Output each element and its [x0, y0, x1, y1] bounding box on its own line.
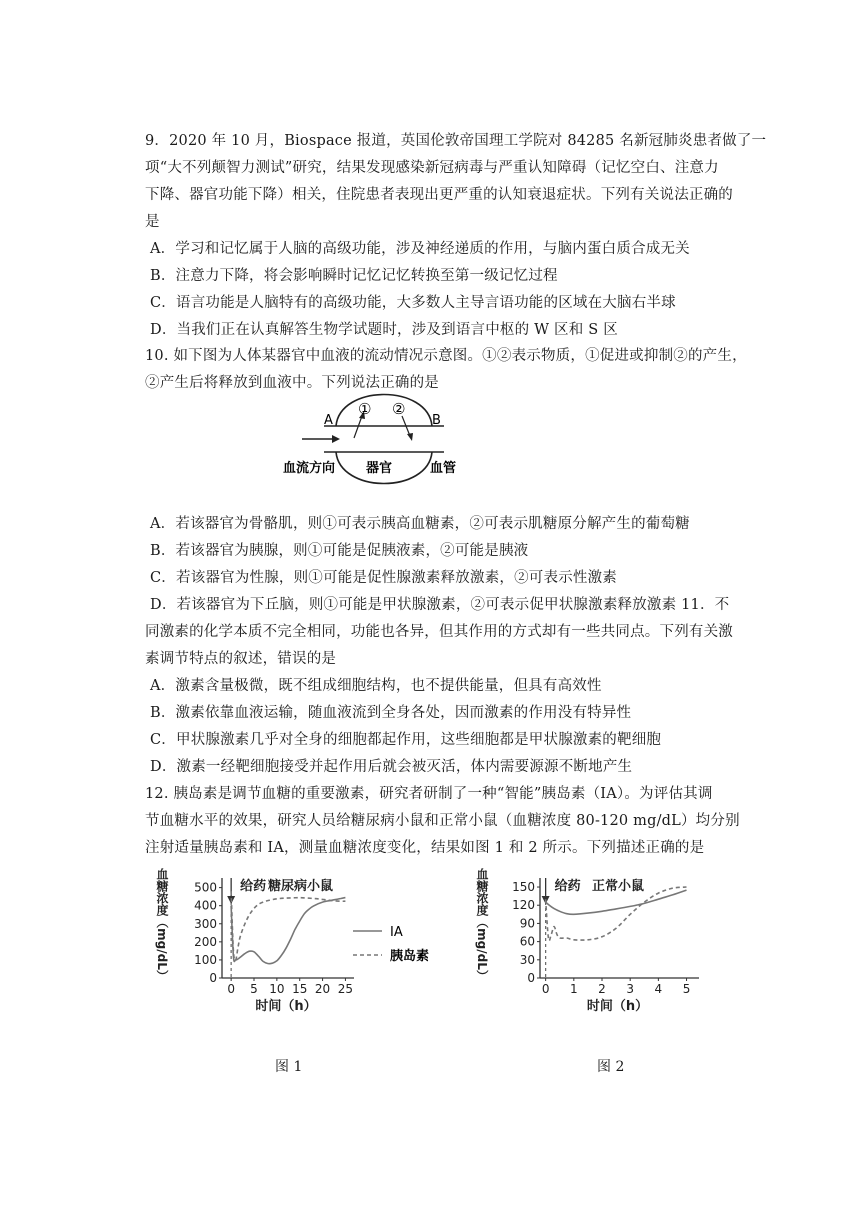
q11-stem-line-2: 素调节特点的叙述，错误的是 [145, 651, 337, 667]
q10-option-d: D．若该器官为下丘脑，则①可能是甲状腺激素，②可表示促甲状腺激素释放激素 11．不 [150, 597, 730, 613]
figure-2-chart [470, 868, 710, 1018]
organ-ellipse [336, 395, 432, 427]
q9-stem-line-4: 是 [145, 214, 160, 230]
figure-1-chart [150, 868, 360, 1018]
q10-option-c: C．若该器官为性腺，则①可能是促性腺激素释放激素，②可表示性激素 [150, 570, 617, 586]
y-tick-label: 400 [194, 898, 217, 913]
q9-option-a: A．学习和记忆属于人脑的高级功能，涉及神经递质的作用，与脑内蛋白质合成无关 [150, 241, 690, 257]
flow-arrow-head [332, 435, 340, 443]
label-flow-direction: 血流方向 [283, 461, 336, 476]
q10-stem-line-1: 10. 如下图为人体某器官中血液的流动情况示意图。①②表示物质，①促进或抑制②的产生， [145, 348, 747, 364]
q10-option-a: A．若该器官为骨骼肌，则①可表示胰高血糖素，②可表示肌糖原分解产生的葡萄糖 [150, 516, 690, 532]
y-axis-label: 血糖浓度（mg/dL） [155, 868, 169, 982]
x-tick-label: 0 [541, 982, 550, 996]
x-tick-label: 5 [682, 982, 691, 996]
y-tick-label: 200 [194, 934, 217, 949]
x-tick-label: 0 [227, 982, 235, 996]
y-tick-label: 120 [512, 898, 535, 913]
q10-option-b: B．若该器官为胰腺，则①可能是促胰液素，②可能是胰液 [150, 543, 529, 559]
y-tick-label: 60 [519, 934, 535, 949]
label-circled-2: ② [392, 400, 406, 418]
q11-stem-line-1: 同激素的化学本质不完全相同，功能也各异，但其作用的方式却有一些共同点。下列有关激 [145, 624, 733, 640]
q9-stem-line-1: 9．2020 年 10 月，Biospace 报道，英国伦敦帝国理工学院对 84285 名新冠肺炎患者做了一 [145, 133, 767, 149]
q9-option-c: C．语言功能是人脑特有的高级功能，大多数人主导言语功能的区域在大脑右半球 [150, 295, 676, 311]
arrow-2-head [407, 433, 413, 441]
x-tick-label: 20 [314, 982, 331, 996]
x-tick-label: 3 [626, 982, 635, 996]
arrow-1 [354, 416, 362, 438]
x-tick-label: 15 [292, 982, 308, 996]
q11-option-c: C．甲状腺激素几乎对全身的细胞都起作用，这些细胞都是甲状腺激素的靶细胞 [150, 732, 662, 748]
label-a: A [324, 413, 333, 428]
figure-2-caption: 图 2 [597, 1059, 625, 1075]
chart-title: 正常小鼠 [592, 879, 645, 894]
q11-option-b: B．激素依靠血液运输，随血液流到全身各处，因而激素的作用没有特异性 [150, 705, 632, 721]
y-tick-label: 0 [209, 971, 217, 985]
y-tick-label: 100 [194, 952, 217, 967]
y-tick-label: 90 [519, 916, 535, 931]
q12-stem-line-1: 12. 胰岛素是调节血糖的重要激素，研究者研制了一种“智能”胰岛素（IA）。为评估其调 [145, 786, 713, 802]
x-axis-label: 时间（h） [586, 999, 649, 1014]
series-ia-line [231, 898, 345, 964]
q11-option-d: D．激素一经靶细胞接受并起作用后就会被灭活，体内需要源源不断地产生 [150, 759, 633, 775]
x-tick-label: 5 [250, 982, 258, 996]
y-tick-label: 500 [194, 880, 217, 895]
x-tick-label: 2 [598, 982, 606, 996]
q9-stem-line-2: 项“大不列颠智力测试”研究，结果发现感染新冠病毒与严重认知障碍（记忆空白、注意力 [145, 160, 719, 176]
chart-title: 糖尿病小鼠 [268, 879, 334, 894]
y-tick-label: 30 [519, 952, 535, 967]
x-tick-label: 10 [269, 982, 285, 996]
q10-stem-line-2: ②产生后将释放到血液中。下列说法正确的是 [145, 375, 439, 391]
label-organ: 器官 [366, 461, 393, 476]
q9-option-d: D．当我们正在认真解答生物学试题时，涉及到语言中枢的 W 区和 S 区 [150, 322, 618, 338]
q12-stem-line-3: 注射适量胰岛素和 IA，测量血糖浓度变化，结果如图 1 和 2 所示。下列描述正确的是 [145, 840, 705, 856]
label-vessel: 血管 [430, 461, 457, 476]
q12-stem-line-2: 节血糖水平的效果，研究人员给糖尿病小鼠和正常小鼠（血糖浓度 80-120 mg/dL）均分别 [145, 813, 740, 829]
legend-ia-label: IA [390, 925, 403, 940]
q9-stem-line-3: 下降、器官功能下降）相关，住院患者表现出更严重的认知衰退症状。下列有关说法正确的 [145, 187, 733, 203]
label-circled-1: ① [358, 400, 372, 418]
legend-insulin-label: 胰岛素 [390, 949, 430, 964]
x-tick-label: 4 [654, 982, 663, 996]
y-axis-label: 血糖浓度（mg/dL） [475, 868, 489, 982]
y-tick-label: 150 [512, 880, 535, 895]
y-tick-label: 0 [527, 971, 535, 985]
blood-flow-diagram [280, 388, 460, 498]
x-tick-label: 1 [569, 982, 578, 996]
dosing-annotation: 给药 [240, 879, 267, 894]
q11-option-a: A．激素含量极微，既不组成细胞结构，也不提供能量，但具有高效性 [150, 678, 602, 694]
label-b: B [432, 413, 441, 428]
x-axis-label: 时间（h） [255, 999, 317, 1014]
q9-option-b: B．注意力下降，将会影响瞬时记忆记忆转换至第一级记忆过程 [150, 268, 558, 284]
figure-1-caption: 图 1 [275, 1059, 303, 1075]
dosing-annotation: 给药 [554, 879, 581, 894]
x-tick-label: 25 [337, 982, 354, 996]
chart-legend [350, 920, 465, 970]
y-tick-label: 300 [194, 916, 217, 931]
